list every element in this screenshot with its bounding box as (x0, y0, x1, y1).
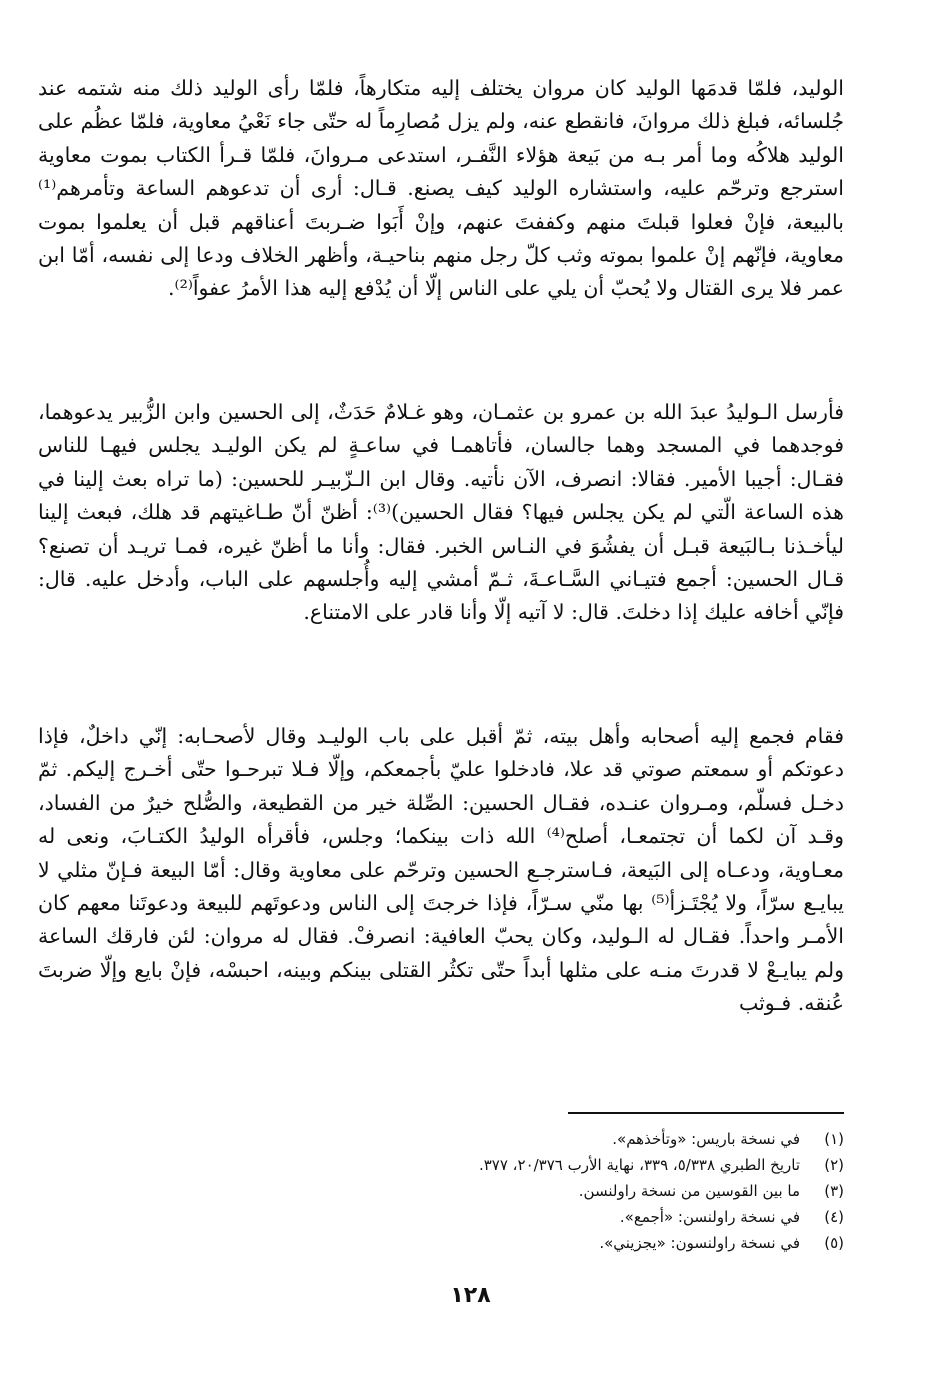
footnote-1 (300, 1126, 844, 1152)
footnote-2 (300, 1152, 844, 1178)
footnote-divider (568, 1112, 844, 1114)
paragraph-1: الوليد، فلمّا قدمَها الوليد كان مروان يختلف إليه متكارهاً، فلمّا رأى الوليد ذلك منه شتمه عند جُلسائه، فبلغ ذلك مروانَ، فانقطع عنه، ولم يزل مُصارِماً له حتّى جاء نَعْيُ معاوية، فلمّا عظُم على الوليد هلاكُه وما أمر بـه من بَيعة هؤلاء النَّفـر، استدعى مـروانَ، فلمّا قـرأ الكتاب بموت معاوية استرجع وترحّم عليه، واستشاره الوليد كيف يصنع. قـال: أرى أن تدعوهم الساعة وتأمرهم⁽¹⁾ بالبيعة، فإنْ فعلوا قبلتَ منهم وكففتَ عنهم، وإنْ أَبَوا ضـربتَ أعناقهم قبل أن يعلموا بموت معاوية، فإنّهم إنْ علموا بموته وثب كلّ رجل منهم بناحيـة، وأظهر الخلاف ودعا إلى نفسه، أمّا ابن عمر فلا يرى القتال ولا يُحبّ أن يلي على الناس إلّا أن يُدْفع إليه هذا الأمرُ عفواً⁽²⁾. (38, 76, 844, 301)
footnote-text: في نسخة راولنسن: «أجمع». (619, 1208, 800, 1226)
footnote-text: ما بين القوسين من نسخة راولنسن. (578, 1182, 800, 1200)
footnote-3 (300, 1178, 844, 1204)
footnote-number: (٥) (824, 1234, 844, 1252)
footnote-5 (300, 1230, 844, 1256)
paragraph-3: فقام فجمع إليه أصحابه وأهل بيته، ثمّ أقبل على باب الوليـد وقال لأصحـابه: إنّي داخلٌ، فإذا دعوتكم أو سمعتم صوتي قد علا، فادخلوا عليّ بأجمعكم، وإلّا فـلا تبرحـوا حتّى أخـرج إليكم. ثمّ دخـل فسلّم، ومـروان عنـده، فقـال الحسين: الصِّلة خير من القطيعة، والصُّلح خيرٌ من الفساد، وقـد آن لكما أن تجتمعـا، أصلح⁽⁴⁾ الله ذات بينكما؛ وجلس، فأقرأه الوليدُ الكتـابَ، ونعى له معـاوية، ودعـاه إلى البَيعة، فـاسترجـع الحسين وترحّم على معاوية وقال: أمّا البيعة فـإنّ مثلي لا يبايـع سرّاً، ولا يُجْتَـزأ⁽⁵⁾ بها منّي سـرّاً، فإذا خرجتَ إلى الناس ودعوتَهم للبيعة ودعوتَنا معهم كان الأمـر واحداً. فقـال له الـوليد، وكان يحبّ العافية: انصرفْ. فقال له مروان: لئن فارقك الساعة ولم يبايـعْ لا قدرتَ منـه على مثلها أبداً حتّى تكثُر القتلى بينكم وبينه، احبسْه، فإنْ بايع وإلّا ضربتَ عُنقه. فـوثب (38, 724, 845, 1016)
footnote-number: (١) (824, 1130, 844, 1148)
paragraph-2: فأرسل الـوليدُ عبدَ الله بن عمرو بن عثمـان، وهو غـلامٌ حَدَثٌ، إلى الحسين وابن الزُّبير يدعوهما، فوجدهما في المسجد وهما جالسان، فأتاهمـا في ساعـةٍ لم يكن الوليـد يجلس فيهـا للناس فقـال: أجيبا الأمير. فقالا: انصرف، الآن نأتيه. وقال ابن الـزّبيـر للحسين: (ما تراه بعث إلينا في هذه الساعة الّتي لم يكن يجلس فيها؟ فقال الحسين)⁽³⁾: أظنّ أنّ طـاغيتهم قد هلك، فبعث إلينا ليأخـذنا بـالبَيعة قبـل أن يفشُوَ في النـاس الخبر. فقال: وأنا ما أظنّ غيره، فمـا تريـد أن تصنع؟ قـال الحسين: أجمع فتيـاني السَّـاعـةَ، ثـمّ أمشي إليه وأُجلسهم على الباب، وأدخل عليه. قال: فإنّي أخافه عليك إذا دخلتَ. قال: لا آتيه إلّا وأنا قادر على الامتناع. (38, 400, 844, 625)
footnote-number: (٣) (824, 1182, 844, 1200)
footnotes-list (300, 1126, 844, 1256)
footnote-text: في نسخة باريس: «وتأخذهم». (612, 1130, 800, 1148)
footnote-4 (300, 1204, 844, 1230)
page-number: ١٢٨ (450, 1283, 491, 1308)
footnote-text: في نسخة راولنسون: «يجزيني». (599, 1234, 800, 1252)
footnote-text: تاريخ الطبري ٥/٣٣٨، ٣٣٩، نهاية الأرب ٢٠/٣٧٦، ٣٧٧. (478, 1156, 800, 1174)
footnote-number: (٤) (824, 1208, 844, 1226)
footnote-number: (٢) (824, 1156, 844, 1174)
